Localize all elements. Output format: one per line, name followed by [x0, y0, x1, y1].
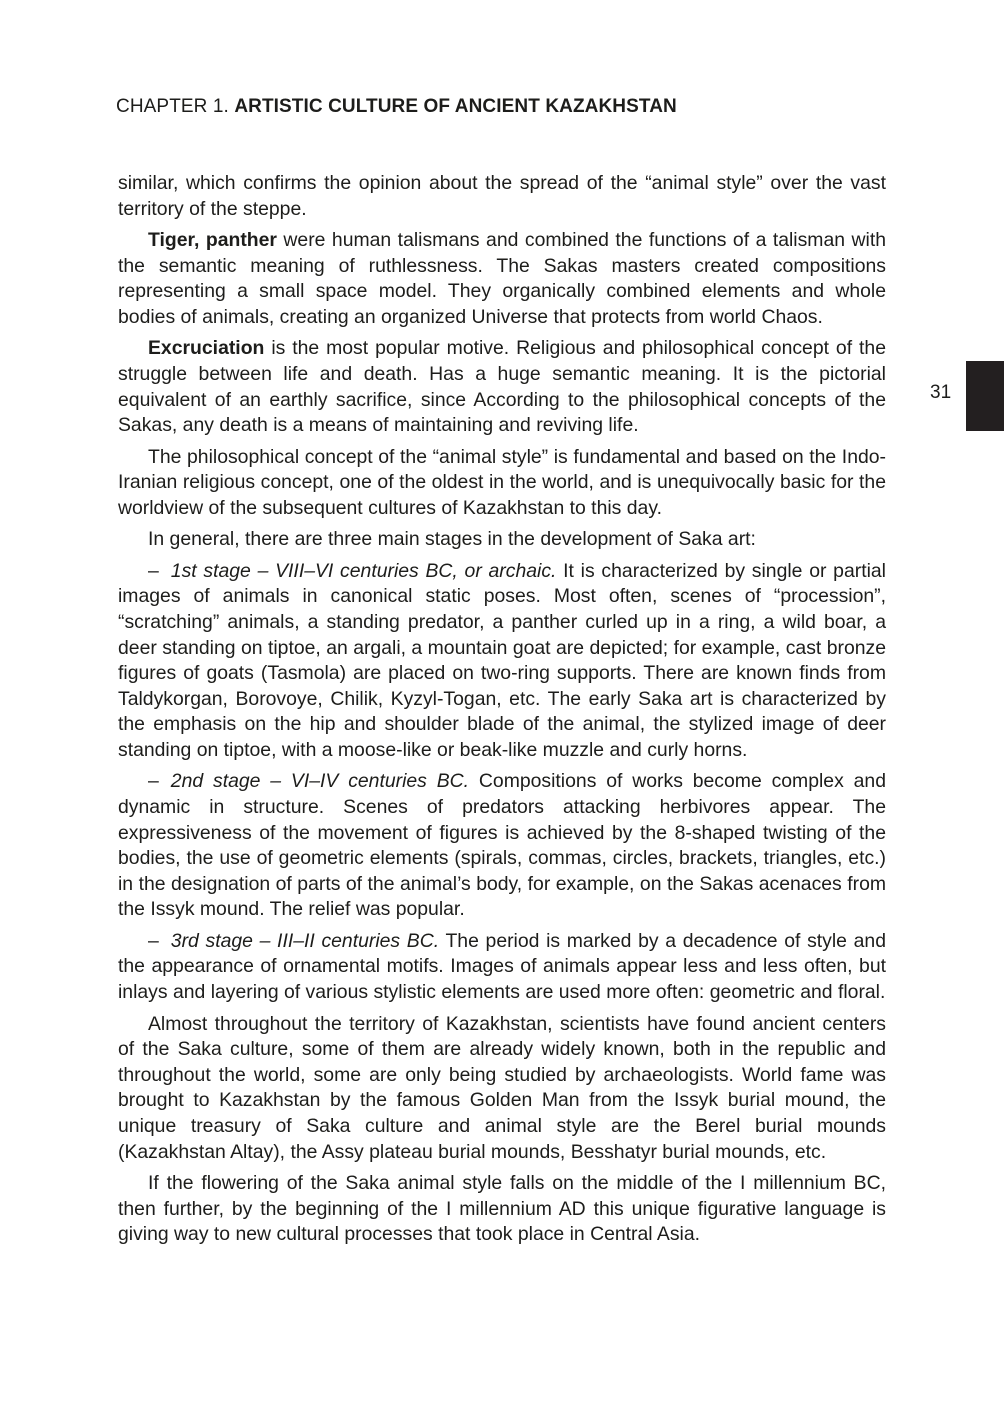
- paragraph-saka-centers: Almost throughout the territory of Kazakhstan, scientists have found ancient centers of the Saka culture, some of them are already widely known, both in the republic and throughout the world, some are only being studied by archaeologists. World fame was brought to Kazakhstan by the famous Golden Man from the Issyk burial mound, the unique treasury of Saka culture and animal style are the Berel burial mounds (Kazakhstan Altay), the Assy plateau burial mounds, Besshatyr burial mounds, etc.: [118, 1012, 886, 1163]
- paragraph-tiger-panther: [118, 228, 886, 330]
- stage-1-heading: 1st stage – VIII–VI centuries BC, or archaic.: [170, 559, 557, 582]
- paragraph-stages-intro: In general, there are three main stages in the development of Saka art:: [148, 528, 756, 551]
- paragraph-philosophical-concept: The philosophical concept of the “animal style” is fundamental and based on the Indo-Iranian religious concept, one of the oldest in the world, and is unequivocally basic for the worldview of the subsequent cultures of Kazakhstan to this day.: [118, 445, 886, 519]
- chapter-prefix: CHAPTER 1.: [116, 96, 229, 117]
- paragraph-continuation: similar, which confirms the opinion about the spread of the “animal style” over the vast territory of the steppe.: [118, 172, 886, 220]
- chapter-title: ARTISTIC CULTURE OF ANCIENT KAZAKHSTAN: [234, 96, 677, 117]
- term-excruciation: Excruciation: [148, 337, 265, 360]
- stage-2-heading: 2nd stage – VI–IV centuries BC.: [170, 770, 470, 793]
- list-item-stage-2: [118, 769, 886, 923]
- paragraph-tiger-panther-text: were human talismans and combined the functions of a talisman with the semantic meaning of ruthlessness. The Sakas masters created compositions representing a small space model. They organically combined elements and whole bodies of animals, creating an organized Universe that protects from world Chaos.: [118, 229, 886, 328]
- stage-3-heading: 3rd stage – III–II centuries BC.: [170, 929, 440, 952]
- stage-3-text: The period is marked by a decadence of style and the appearance of ornamental motifs. Images of animals appear less and less often, but inlays and layering of various stylistic elements are used more often: geometric and floral.: [118, 929, 886, 1004]
- paragraph-excruciation: [118, 336, 886, 438]
- list-item-stage-1: [118, 559, 886, 764]
- stage-2-text: Compositions of works become complex and dynamic in structure. Scenes of predators attacking herbivores appear. The expressiveness of the movement of figures is achieved by the 8-shaped twisting of the bodies, the use of geometric elements (spirals, commas, circles, brackets, triangles, etc.) in the designation of parts of the animal’s body, for example, on the Sakas acenaces from the Issyk mound. The relief was popular.: [118, 770, 886, 921]
- paragraph-flowering: If the flowering of the Saka animal style falls on the middle of the I millennium BC, then further, by the beginning of the I millennium AD this unique figurative language is giving way to new cultural processes that took place in Central Asia.: [118, 1171, 886, 1246]
- running-header: [116, 96, 677, 118]
- body-text: [118, 171, 886, 1254]
- page-edge-tab: [966, 361, 1004, 431]
- list-dash: –: [148, 929, 159, 952]
- list-dash: –: [148, 770, 159, 793]
- paragraph-excruciation-text: is the most popular motive. Religious and philosophical concept of the struggle between life and death. Has a huge semantic meaning. It is the pictorial equivalent of an earthly sacrifice, since According to the philosophical concepts of the Sakas, any death is a means of maintaining and reviving life.: [118, 337, 886, 437]
- list-dash: –: [148, 559, 159, 582]
- term-tiger-panther: Tiger, panther: [148, 229, 277, 252]
- page-number: 31: [930, 382, 952, 403]
- list-item-stage-3: [118, 929, 886, 1006]
- stage-1-text: It is characterized by single or partial images of animals in canonical static poses. Most often, scenes of “procession”, “scratching” animals, a standing predator, a panther curled up in a ring, a wild boar, a deer standing on tiptoe, an argali, a mountain goat are depicted; for example, cast bronze figures of goats (Tasmola) are placed on two-ring supports. There are known finds from Taldykorgan, Borovoye, Chilik, Kyzyl-Togan, etc. The early Saka art is characterized by the emphasis on the hip and shoulder blade of the animal, the stylized image of deer standing on tiptoe, with a moose-like or beak-like muzzle and curly horns.: [118, 559, 886, 761]
